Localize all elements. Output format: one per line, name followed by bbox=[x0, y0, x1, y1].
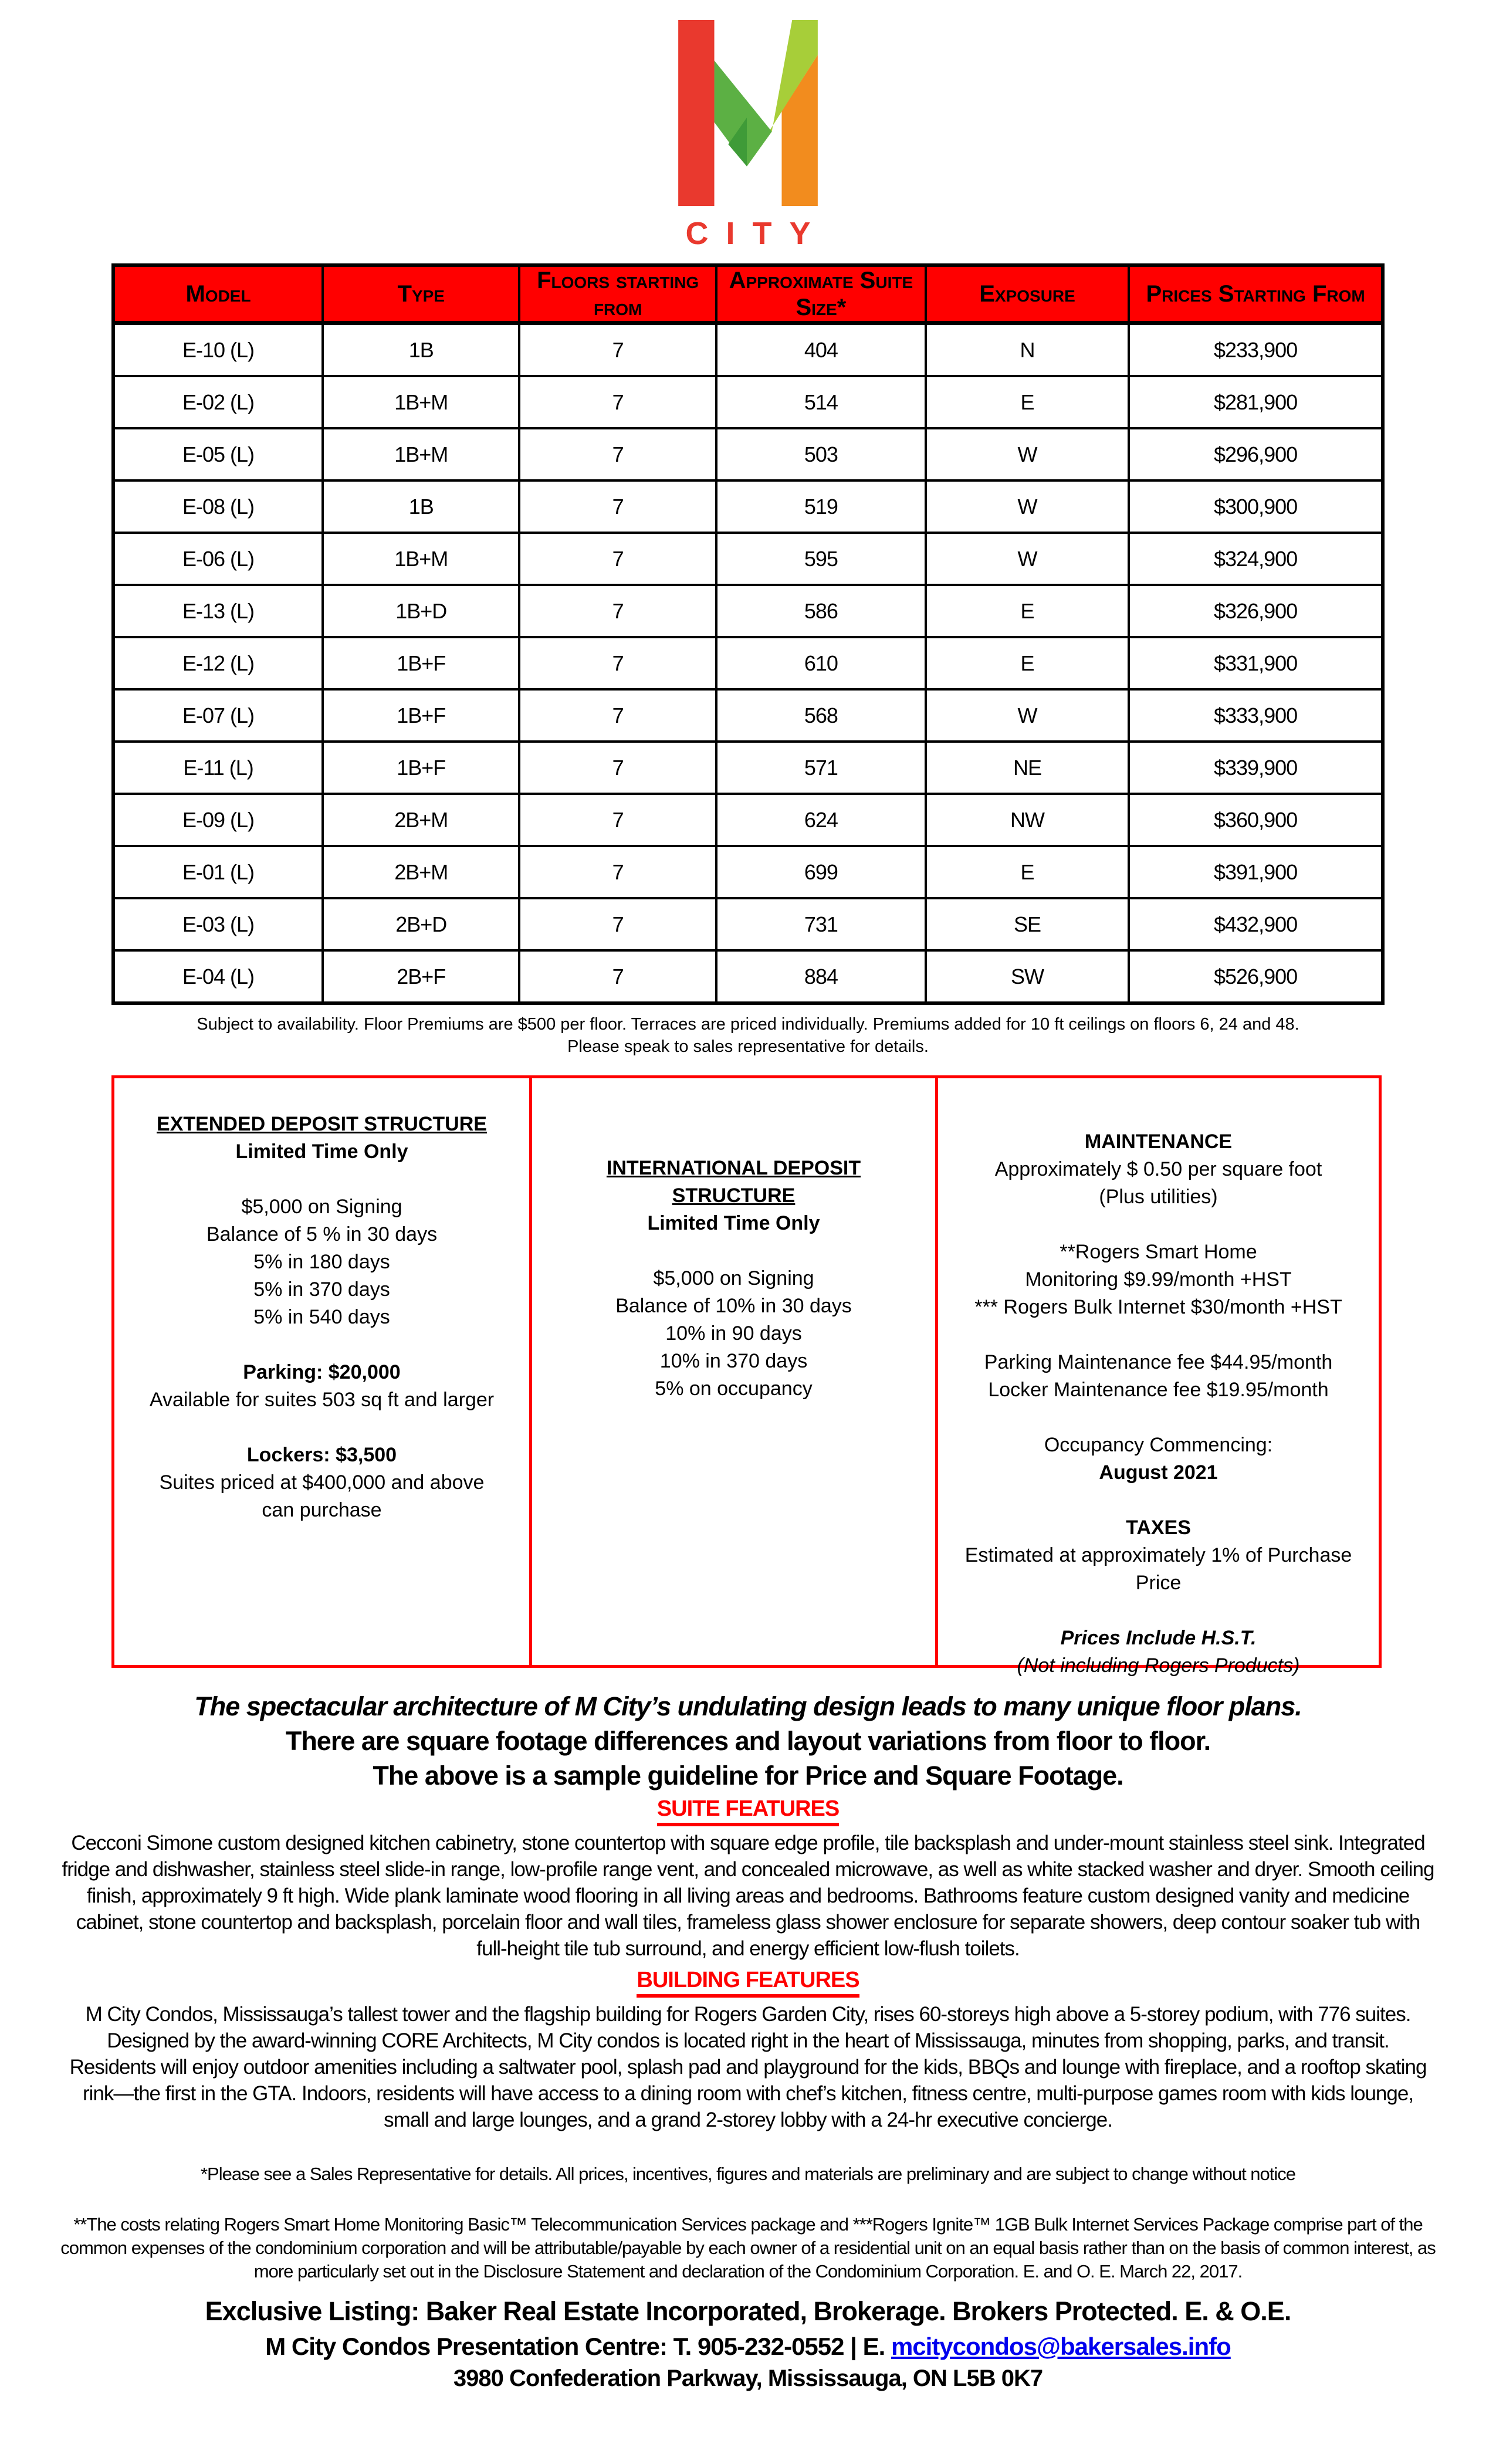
table-row bbox=[113, 428, 1383, 480]
table-cell: 7 bbox=[519, 742, 716, 794]
info-boxes bbox=[111, 1075, 1385, 1677]
table-cell: 568 bbox=[716, 689, 926, 742]
table-cell: E-13 (L) bbox=[113, 585, 323, 637]
table-cell: W bbox=[926, 428, 1129, 480]
table-cell: 7 bbox=[519, 585, 716, 637]
extended-deposit-title: EXTENDED DEPOSIT STRUCTURE bbox=[157, 1113, 487, 1135]
table-cell: E-05 (L) bbox=[113, 428, 323, 480]
price-table-body bbox=[113, 323, 1383, 1004]
table-cell: E-10 (L) bbox=[113, 323, 323, 377]
table-cell: 1B+F bbox=[323, 637, 519, 689]
list-item: Parking Maintenance fee $44.95/month bbox=[984, 1351, 1333, 1373]
table-cell: E-02 (L) bbox=[113, 376, 323, 428]
list-item: 10% in 370 days bbox=[659, 1350, 808, 1372]
statement-footage: There are square footage differences and layout variations from floor to floor. bbox=[285, 1726, 1211, 1756]
table-cell: 586 bbox=[716, 585, 926, 637]
list-item: Monitoring $9.99/month +HST bbox=[1025, 1268, 1292, 1291]
list-item: $5,000 on Signing bbox=[653, 1267, 814, 1289]
table-cell: E bbox=[926, 637, 1129, 689]
table-cell: E-12 (L) bbox=[113, 637, 323, 689]
table-cell: 7 bbox=[519, 846, 716, 898]
table-cell: $281,900 bbox=[1129, 376, 1383, 428]
extended-deposit-subtitle: Limited Time Only bbox=[235, 1140, 408, 1163]
maintenance-title: MAINTENANCE bbox=[1084, 1131, 1233, 1153]
hst-included-note: Prices Include H.S.T. bbox=[1060, 1627, 1257, 1649]
col-header-suite-size: Approximate Suite Size* bbox=[716, 265, 926, 323]
table-cell: 7 bbox=[519, 533, 716, 585]
table-cell: 7 bbox=[519, 794, 716, 846]
list-item: $5,000 on Signing bbox=[241, 1196, 402, 1218]
taxes-text-2: Price bbox=[1135, 1572, 1182, 1594]
col-header-floors: Floors starting from bbox=[519, 265, 716, 323]
list-item: 5% in 540 days bbox=[253, 1306, 390, 1328]
col-header-prices: Prices Starting From bbox=[1129, 265, 1383, 323]
table-cell: E-03 (L) bbox=[113, 898, 323, 950]
disclaimer-prices: *Please see a Sales Representative for details. All prices, incentives, figures and materials are preliminary and are subject to change without notice bbox=[200, 2164, 1296, 2184]
building-features-heading: BUILDING FEATURES bbox=[637, 1968, 859, 1998]
lockers-note: Suites priced at $400,000 and above can purchase bbox=[159, 1471, 485, 1521]
table-row bbox=[113, 950, 1383, 1003]
col-header-type: Type bbox=[323, 265, 519, 323]
table-cell: 595 bbox=[716, 533, 926, 585]
statements bbox=[0, 1689, 1496, 1793]
table-cell: $333,900 bbox=[1129, 689, 1383, 742]
taxes-text-1: Estimated at approximately 1% of Purchase bbox=[964, 1544, 1352, 1566]
list-item: 5% on occupancy bbox=[655, 1377, 813, 1400]
international-deposit-box bbox=[529, 1075, 938, 1668]
list-item: 5% in 370 days bbox=[253, 1278, 390, 1301]
table-row bbox=[113, 898, 1383, 950]
table-cell: 571 bbox=[716, 742, 926, 794]
extended-deposit-lines bbox=[114, 1193, 529, 1331]
extended-deposit-box bbox=[111, 1075, 532, 1668]
table-cell: 519 bbox=[716, 480, 926, 533]
m-city-logo-icon bbox=[676, 20, 820, 206]
table-cell: $331,900 bbox=[1129, 637, 1383, 689]
maintenance-line-1: Approximately $ 0.50 per square foot bbox=[994, 1158, 1322, 1180]
table-cell: 2B+M bbox=[323, 794, 519, 846]
maintenance-line-2: (Plus utilities) bbox=[1099, 1186, 1218, 1208]
fee-lines bbox=[938, 1349, 1379, 1404]
table-cell: 699 bbox=[716, 846, 926, 898]
table-cell: 2B+M bbox=[323, 846, 519, 898]
table-cell: E-08 (L) bbox=[113, 480, 323, 533]
table-cell: 1B+F bbox=[323, 742, 519, 794]
presentation-centre-text: M City Condos Presentation Centre: T. 905-232-0552 | E. bbox=[265, 2333, 891, 2360]
table-cell: 514 bbox=[716, 376, 926, 428]
table-cell: E-09 (L) bbox=[113, 794, 323, 846]
list-item: 10% in 90 days bbox=[665, 1322, 802, 1345]
table-cell: W bbox=[926, 533, 1129, 585]
maintenance-box bbox=[935, 1075, 1382, 1677]
table-cell: 731 bbox=[716, 898, 926, 950]
table-cell: 7 bbox=[519, 637, 716, 689]
lockers-title: Lockers: $3,500 bbox=[246, 1444, 397, 1466]
parking-title: Parking: $20,000 bbox=[243, 1361, 401, 1383]
parking-note: Available for suites 503 sq ft and larger bbox=[149, 1389, 495, 1411]
table-cell: 884 bbox=[716, 950, 926, 1003]
table-cell: E-04 (L) bbox=[113, 950, 323, 1003]
table-cell: W bbox=[926, 480, 1129, 533]
suite-features-body: Cecconi Simone custom designed kitchen cabinetry, stone countertop with square edge profile, tile backsplash and under-mount stainless steel sink. Integrated fridge and dishwasher, stainless steel slide-in range, low-profile range vent, and concealed microwave, as well as white stacked washer and dryer. Smooth ceiling finish, approximately 9 ft high. Wide plank laminate wood flooring in all living areas and bedrooms. Bathrooms feature custom designed vanity and medicine cabinet, stone countertop and backsplash, porcelain floor and wall tiles, frameless glass shower enclosure for separate showers, deep contour soaker tub with full-height tile tub surround, and energy efficient low-flush toilets. bbox=[62, 1832, 1434, 1960]
address-line: 3980 Confederation Parkway, Mississauga, ON L5B 0K7 bbox=[453, 2365, 1043, 2391]
table-row bbox=[113, 742, 1383, 794]
rogers-lines bbox=[938, 1238, 1379, 1321]
table-cell: 2B+F bbox=[323, 950, 519, 1003]
table-cell: 7 bbox=[519, 376, 716, 428]
table-cell: $233,900 bbox=[1129, 323, 1383, 377]
table-cell: N bbox=[926, 323, 1129, 377]
table-cell: $300,900 bbox=[1129, 480, 1383, 533]
table-cell: NE bbox=[926, 742, 1129, 794]
col-header-exposure: Exposure bbox=[926, 265, 1129, 323]
table-cell: 1B bbox=[323, 480, 519, 533]
table-cell: E bbox=[926, 585, 1129, 637]
price-table-header-row bbox=[113, 265, 1383, 323]
table-cell: $432,900 bbox=[1129, 898, 1383, 950]
table-cell: $296,900 bbox=[1129, 428, 1383, 480]
statement-architecture: The spectacular architecture of M City’s undulating design leads to many unique floor plans. bbox=[194, 1691, 1302, 1721]
table-cell: $526,900 bbox=[1129, 950, 1383, 1003]
suite-features-heading-wrap bbox=[0, 1796, 1496, 1826]
table-cell: 2B+D bbox=[323, 898, 519, 950]
col-header-model: Model bbox=[113, 265, 323, 323]
table-cell: 7 bbox=[519, 898, 716, 950]
table-row bbox=[113, 323, 1383, 377]
table-row bbox=[113, 637, 1383, 689]
logo-city-text: CITY bbox=[685, 216, 828, 251]
list-item: Locker Maintenance fee $19.95/month bbox=[988, 1379, 1329, 1401]
table-cell: 7 bbox=[519, 323, 716, 377]
email-link[interactable]: mcitycondos@bakersales.info bbox=[891, 2333, 1231, 2360]
table-cell: 1B+M bbox=[323, 428, 519, 480]
logo bbox=[0, 0, 1496, 252]
table-cell: $339,900 bbox=[1129, 742, 1383, 794]
table-row bbox=[113, 689, 1383, 742]
table-cell: $391,900 bbox=[1129, 846, 1383, 898]
table-cell: 1B bbox=[323, 323, 519, 377]
table-cell: 1B+M bbox=[323, 376, 519, 428]
international-deposit-subtitle: Limited Time Only bbox=[647, 1212, 820, 1234]
table-cell: E-11 (L) bbox=[113, 742, 323, 794]
table-cell: 7 bbox=[519, 480, 716, 533]
table-cell: 1B+D bbox=[323, 585, 519, 637]
table-cell: E-01 (L) bbox=[113, 846, 323, 898]
footnote-line-2: Please speak to sales representative for details. bbox=[567, 1037, 929, 1056]
table-cell: E-07 (L) bbox=[113, 689, 323, 742]
exclusive-listing-line: Exclusive Listing: Baker Real Estate Incorporated, Brokerage. Brokers Protected. E. & O.E. bbox=[205, 2296, 1291, 2326]
list-item: Balance of 10% in 30 days bbox=[615, 1295, 852, 1317]
table-cell: 1B+M bbox=[323, 533, 519, 585]
table-row bbox=[113, 585, 1383, 637]
table-cell: 503 bbox=[716, 428, 926, 480]
suite-features-heading: SUITE FEATURES bbox=[657, 1796, 839, 1826]
footnote-line-1: Subject to availability. Floor Premiums are $500 per floor. Terraces are priced individually. Premiums added for 10 ft ceilings on floors 6, 24 and 48. bbox=[197, 1015, 1299, 1034]
table-row bbox=[113, 533, 1383, 585]
table-cell: 7 bbox=[519, 428, 716, 480]
table-row bbox=[113, 376, 1383, 428]
disclaimer-rogers: **The costs relating Rogers Smart Home Monitoring Basic™ Telecommunication Services package and ***Rogers Ignite™ 1GB Bulk Internet Services Package comprise part of the common expenses of the condominium corporation and will be attributable/payable by each owner of a residential unit on an equal basis rather than on the basis of common interest, as more particularly set out in the Disclosure Statement and declaration of the Condominium Corporation. E. and O. E. March 22, 2017. bbox=[60, 2214, 1436, 2282]
international-deposit-lines bbox=[532, 1265, 935, 1403]
table-row bbox=[113, 794, 1383, 846]
price-table bbox=[111, 263, 1385, 1005]
list-item: *** Rogers Bulk Internet $30/month +HST bbox=[974, 1296, 1342, 1318]
table-cell: E bbox=[926, 376, 1129, 428]
table-cell: 7 bbox=[519, 689, 716, 742]
taxes-title: TAXES bbox=[1126, 1517, 1191, 1539]
table-cell: $324,900 bbox=[1129, 533, 1383, 585]
building-features-heading-wrap bbox=[0, 1968, 1496, 1998]
table-cell: 7 bbox=[519, 950, 716, 1003]
hst-rogers-note: (Not including Rogers Products) bbox=[1017, 1654, 1300, 1677]
table-cell: W bbox=[926, 689, 1129, 742]
table-cell: SW bbox=[926, 950, 1129, 1003]
table-cell: NW bbox=[926, 794, 1129, 846]
table-cell: $326,900 bbox=[1129, 585, 1383, 637]
building-features-body: M City Condos, Mississauga’s tallest tower and the flagship building for Rogers Garden City, rises 60-storeys high above a 5-storey podium, with 776 suites. Designed by the award-winning CORE Architects, M City condos is located right in the heart of Mississauga, minutes from shopping, parks, and transit. Residents will enjoy outdoor amenities including a saltwater pool, splash pad and playground for the kids, BBQs and lounge with fireplace, and a rooftop skating rink—the first in the GTA. Indoors, residents will have access to a dining room with chef’s kitchen, fitness centre, multi-purpose games room with kids lounge, small and large lounges, and a grand 2-storey lobby with a 24-hr executive concierge. bbox=[69, 2003, 1427, 2131]
table-cell: SE bbox=[926, 898, 1129, 950]
table-row bbox=[113, 480, 1383, 533]
list-item: 5% in 180 days bbox=[253, 1251, 390, 1273]
occupancy-date: August 2021 bbox=[1099, 1461, 1218, 1484]
table-cell: $360,900 bbox=[1129, 794, 1383, 846]
table-cell: 624 bbox=[716, 794, 926, 846]
table-cell: 404 bbox=[716, 323, 926, 377]
occupancy-label: Occupancy Commencing: bbox=[1044, 1434, 1273, 1456]
table-cell: E bbox=[926, 846, 1129, 898]
list-item: Balance of 5 % in 30 days bbox=[206, 1223, 438, 1245]
table-cell: 610 bbox=[716, 637, 926, 689]
table-cell: 1B+F bbox=[323, 689, 519, 742]
presentation-centre-line bbox=[0, 2333, 1496, 2361]
statement-guideline: The above is a sample guideline for Price and Square Footage. bbox=[373, 1761, 1123, 1791]
table-footnote bbox=[0, 1013, 1496, 1058]
international-deposit-title: INTERNATIONAL DEPOSIT STRUCTURE bbox=[606, 1157, 861, 1207]
table-cell: E-06 (L) bbox=[113, 533, 323, 585]
table-row bbox=[113, 846, 1383, 898]
list-item: **Rogers Smart Home bbox=[1060, 1241, 1257, 1263]
